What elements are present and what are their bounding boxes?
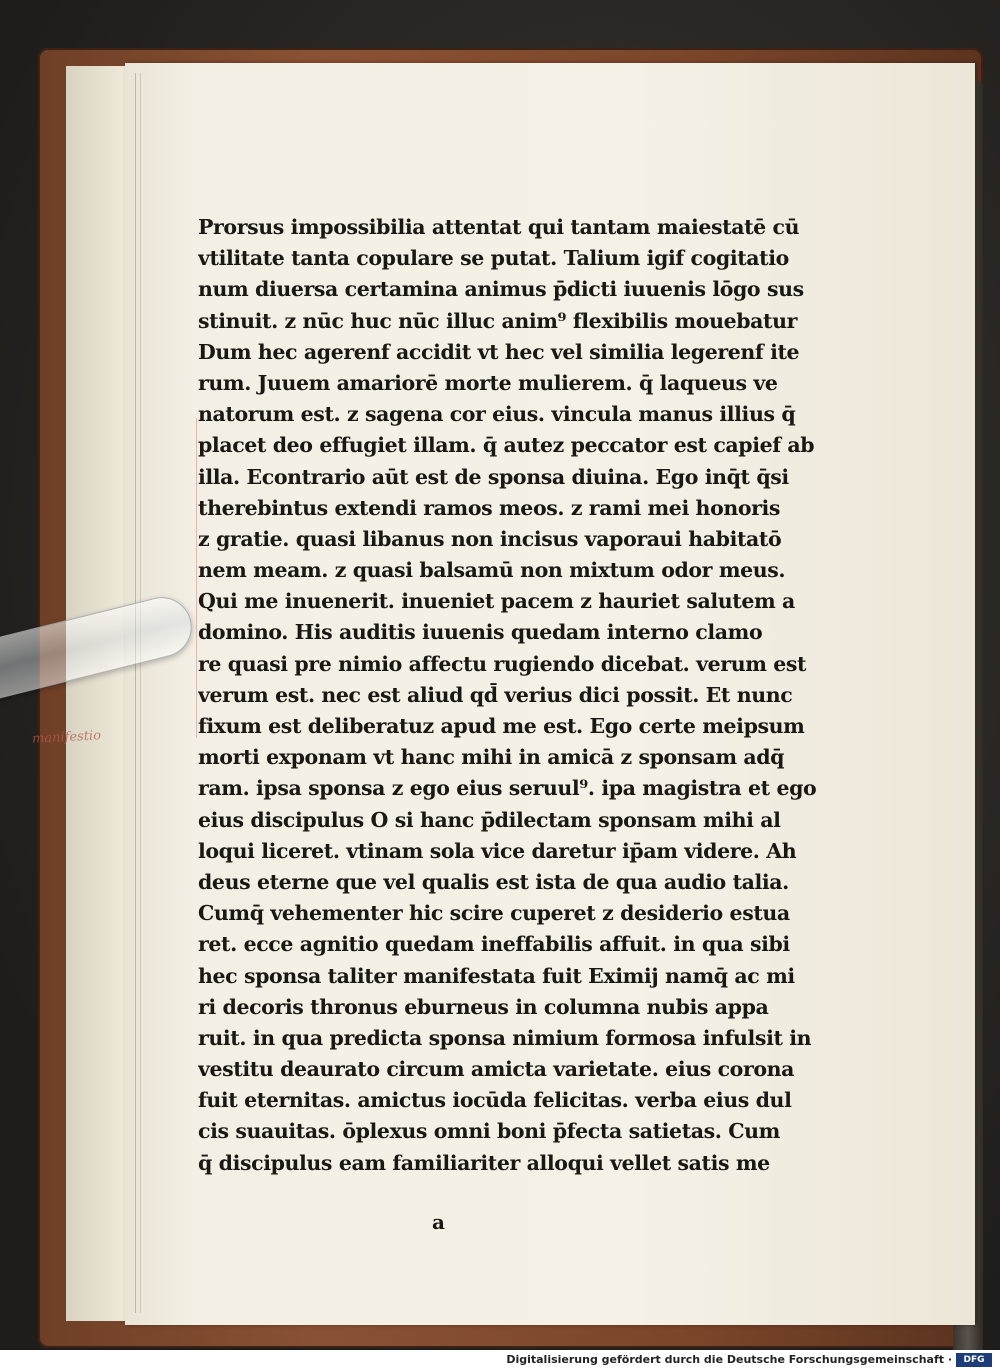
text-line: fixum est deliberatuz apud me est. Ego certe meipsum <box>198 714 805 738</box>
text-line: loqui liceret. vtinam sola vice daretur ip̄am videre. Ah <box>198 838 797 863</box>
text-line: ret. ecce agnitio quedam ineffabilis affuit. in qua sibi <box>198 932 790 957</box>
signature-mark: a <box>432 1210 445 1234</box>
text-line: domino. His auditis iuuenis quedam interno clamo <box>198 620 763 645</box>
text-line: fuit eternitas. amictus iocūda felicitas. verba eius dul <box>198 1088 792 1113</box>
text-line: hec sponsa taliter manifestata fuit Eximij namq̄ ac mi <box>198 963 795 988</box>
text-line: illa. Econtrario aūt est de sponsa diuina. Ego inq̄t q̄si <box>198 464 789 489</box>
page-edge-lines <box>135 73 141 1313</box>
text-line: deus eterne que vel qualis est ista de qua audio talia. <box>198 869 789 894</box>
text-line: z gratie. quasi libanus non incisus vaporaui habitatō <box>198 526 782 551</box>
text-line: stinuit. z nūc huc nūc illuc anim⁹ flexibilis mouebatur <box>198 308 798 333</box>
text-line: re quasi pre nimio affectu rugiendo dicebat. verum est <box>198 651 807 676</box>
text-line: vestitu deaurato circum amicta varietate. eius corona <box>198 1057 795 1082</box>
text-line: Qui me inuenerit. inueniet pacem z hauriet salutem a <box>198 589 795 614</box>
text-line: verum est. nec est aliud qd̄ verius dici possit. Et nunc <box>198 682 793 707</box>
text-line: nem meam. z quasi balsamū non mixtum odor meus. <box>198 558 786 583</box>
text-line: q̄ discipulus eam familiariter alloqui vellet satis me <box>198 1150 770 1175</box>
text-line: eius discipulus O si hanc p̄dilectam sponsam mihi al <box>198 807 781 832</box>
margin-rule <box>196 418 197 738</box>
text-line: placet deo effugiet illam. q̄ autez peccator est capief ab <box>198 433 815 458</box>
text-line: natorum est. z sagena cor eius. vincula manus illius q̄ <box>198 402 796 427</box>
text-line: ram. ipsa sponsa z ego eius seruul⁹. ipa magistra et ego <box>198 776 817 801</box>
dfg-logo: DFG <box>956 1353 992 1367</box>
text-line: morti exponam vt hanc mihi in amicā z sponsam adq̄ <box>198 745 785 770</box>
funding-credit: Digitalisierung gefördert durch die Deutsche Forschungsgemeinschaft · <box>506 1353 952 1366</box>
text-line: therebintus extendi ramos meos. z rami mei honoris <box>198 495 781 520</box>
flyleaf <box>66 66 127 1321</box>
text-line: Dum hec agerenf accidit vt hec vel similia legerenf ite <box>198 339 800 364</box>
margin-annotation: manifestio <box>31 728 102 747</box>
text-line: ruit. in qua predicta sponsa nimium formosa infulsit in <box>198 1025 812 1050</box>
footer-bar <box>0 1350 1000 1371</box>
text-line: num diuersa certamina animus p̄dicti iuuenis lōgo sus <box>198 277 804 302</box>
text-block <box>198 212 838 1179</box>
text-line: Prorsus impossibilia attentat qui tantam maiestatē cū <box>198 215 800 239</box>
text-line: ri decoris thronus eburneus in columna nubis appa <box>198 994 769 1019</box>
text-line: Cumq̄ vehementer hic scire cuperet z desiderio estua <box>198 901 790 926</box>
text-line: rum. Juuem amariorē morte mulierem. q̄ laqueus ve <box>198 370 778 395</box>
text-line: vtilitate tanta copulare se putat. Talium igif cogitatio <box>198 246 789 271</box>
text-line: cis suauitas. ōplexus omni boni p̄fecta satietas. Cum <box>198 1119 780 1144</box>
